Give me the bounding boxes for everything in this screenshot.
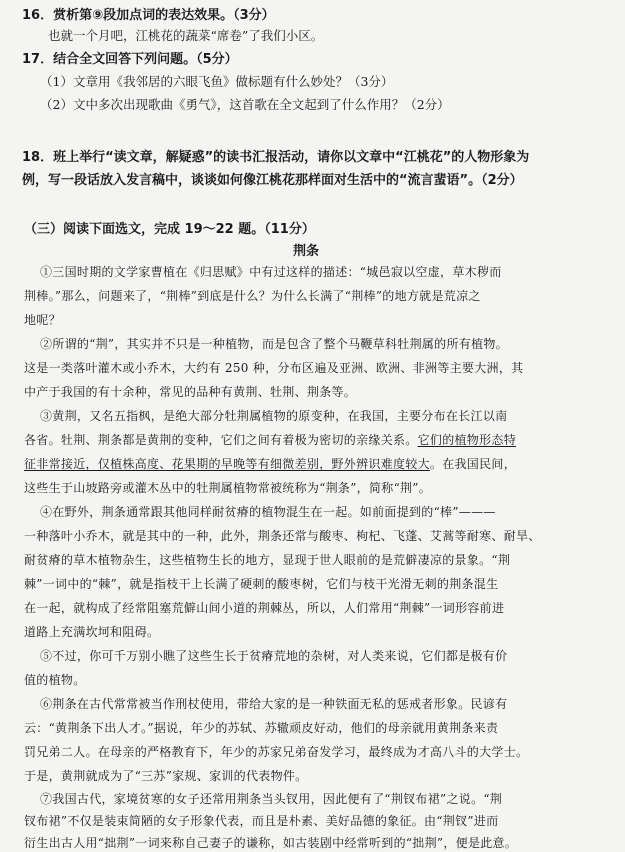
q18-line-1: 18．班上举行“读文章，解疑惑”的读书汇报活动，请你以文章中“江桃花”的人物形象为 bbox=[22, 150, 530, 165]
p3-line-2 bbox=[24, 431, 516, 448]
p3-underlined-sentence-b: 征非常接近，仅植株高度、花果期的早晚等有细微差别，野外辨识难度较大 bbox=[24, 457, 430, 471]
p4-line-3: 耐贫瘠的草木植物杂生，这些植物生长的地方，显现于世人眼前的是荒僻凄凉的景象。“荆 bbox=[24, 553, 511, 567]
p2-line-1: ②所谓的“荆”，其实并不只是一种植物，而是包含了整个马鞭草科牡荆属的所有植物。 bbox=[40, 337, 508, 351]
section-header: （三）阅读下面选文，完成 19～22 题。（11分） bbox=[24, 222, 315, 237]
p1-line-1: ①三国时期的文学家曹植在《归思赋》中有过这样的描述：“城邑寂以空虚，草木秽而 bbox=[40, 265, 502, 279]
p6-line-3: 罚兄弟二人。在母亲的严格教育下，年少的苏家兄弟奋发学习，最终成为才高八斗的大学士。 bbox=[24, 745, 529, 759]
passage-title: 荆条 bbox=[293, 244, 320, 259]
p6-line-2: 云：“黄荆条下出人才。”据说，年少的苏轼、苏辙顽皮好动，他们的母亲就用黄荆条来责 bbox=[24, 721, 499, 735]
p3-underlined-sentence-a: 它们的植物形态特 bbox=[417, 433, 517, 447]
p5-line-2: 值的植物。 bbox=[24, 673, 86, 687]
q17-item-2: （2）文中多次出现歌曲《勇气》，这首歌在全文起到了什么作用？（2分） bbox=[40, 97, 450, 112]
p6-line-1: ⑥荆条在古代常常被当作刑杖使用，带给大家的是一种铁面无私的惩戒者形象。民谚有 bbox=[40, 697, 508, 711]
q17-item-1: （1）文章用《我邻居的六眼飞鱼》做标题有什么妙处？（3分） bbox=[40, 74, 394, 89]
p5-line-1: ⑤不过，你可千万别小瞧了这些生长于贫瘠荒地的杂树，对人类来说，它们都是极有价 bbox=[40, 649, 508, 663]
p6-line-4: 于是，黄荆就成为了“三苏”家规、家训的代表物件。 bbox=[24, 769, 308, 783]
p4-line-5: 在一起，就构成了经常阻塞荒僻山间小道的荆棘丛，所以，人们常用“荆棘”一词形容前进 bbox=[24, 601, 505, 615]
p4-line-4: 棘”一词中的“棘”，就是指枝干上长满了硬刺的酸枣树，它们与枝干光滑无刺的荆条混生 bbox=[24, 577, 499, 591]
p4-line-1: ④在野外，荆条通常跟其他同样耐贫瘠的植物混生在一起。如前面提到的“棒”——— bbox=[40, 505, 496, 519]
p7-line-1: ⑦我国古代，家境贫寒的女子还常用荆条当头钗用，因此便有了“荆钗布裙”之说。“荆 bbox=[40, 792, 503, 806]
p2-line-2: 这是一类落叶灌木或小乔木，大约有 250 种，分布区遍及亚洲、欧洲、非洲等主要大洲，其 bbox=[24, 361, 524, 375]
q17-title: 17．结合全文回答下列问题。（5分） bbox=[22, 52, 238, 67]
p1-line-2: 荆棒。”那么，问题来了，“荆棒”到底是什么？为什么长满了“荆棒”的地方就是荒凉之 bbox=[24, 289, 481, 303]
p3-line-3 bbox=[24, 455, 516, 472]
p3-line-1: ③黄荆，又名五指枫，是绝大部分牡荆属植物的原变种，在我国，主要分布在长江以南 bbox=[40, 409, 508, 423]
p4-line-6: 道路上充满坎坷和阻碍。 bbox=[24, 625, 160, 639]
q16-title: 16．赏析第⑨段加点词的表达效果。（3分） bbox=[22, 8, 275, 23]
p3-line-2-text: 各省。牡荆、荆条都是黄荆的变种，它们之间有着极为密切的亲缘关系。 bbox=[24, 433, 418, 447]
p3-line-4: 这些生于山坡路旁或灌木丛中的牡荆属植物常被统称为“荆条”，简称“荆”。 bbox=[24, 481, 432, 495]
p3-line-3-text: 。在我国民间， bbox=[429, 457, 517, 471]
p4-line-2: 一种落叶小乔木，就是其中的一种，此外，荆条还常与酸枣、枸杞、飞蓬、艾蒿等耐寒、耐旱、 bbox=[24, 529, 541, 543]
q16-text: 也就一个月吧，江桃花的蔬菜“席卷”了我们小区。 bbox=[48, 28, 324, 43]
p7-line-2: 钗布裙”不仅是装束简陋的女子形象代表，而且是朴素、美好品德的象征。由“荆钗”进而 bbox=[24, 814, 499, 828]
p7-line-3: 衍生出古人用“拙荆”一词来称自己妻子的谦称，如古装剧中经常听到的“拙荆”，便是此意。 bbox=[24, 836, 518, 850]
q18-line-2: 例，写一段话放入发言稿中，谈谈如何像江桃花那样面对生活中的“流言蜚语”。（2分） bbox=[22, 173, 523, 188]
p2-line-3: 中产于我国的有十余种，常见的品种有黄荆、牡荆、荆条等。 bbox=[24, 385, 357, 399]
p1-line-3: 地呢？ bbox=[24, 313, 61, 327]
